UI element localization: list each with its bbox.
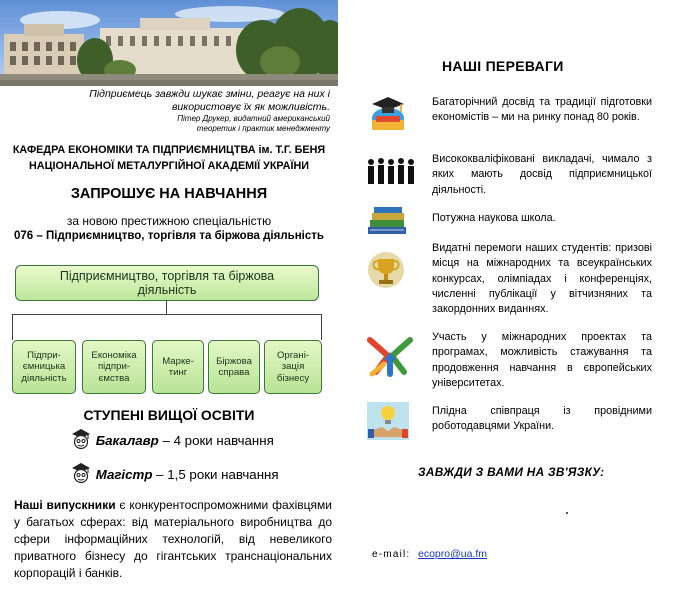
quote-block [40,88,330,134]
specialization-box [264,340,322,394]
graduation-books-icon [366,96,410,139]
quote-author-line1: Пітер Друкер, видатний американський [177,114,330,124]
degree-bachelor [70,428,274,450]
email-link[interactable]: ecopro@ua.fm [418,548,488,560]
specialization-label: Біржова справа [216,355,252,378]
people-silhouettes-icon [366,156,416,193]
book-stack-icon [366,205,410,242]
advantage-item: Потужна наукова школа. [432,212,556,224]
advantage-item: Участь у міжнародних проектах та програмах, можливість стажування та продовження навчання в європейських університетах. [432,331,652,389]
connector-line [12,314,13,340]
specialization-box [12,340,76,394]
graduates-bold: Наші випускники [14,498,116,512]
student-face-icon [70,462,92,484]
specialty-intro: за новою престижною спеціальністю [66,214,272,228]
degrees-heading: СТУПЕНІ ВИЩОЇ ОСВІТИ [83,407,255,423]
graduates-paragraph [14,497,332,582]
campus-photo [0,0,338,86]
specialization-label: Органі- зація бізнесу [276,349,310,384]
specialization-box [82,340,146,394]
specialization-label: Економіка підпри- ємства [91,349,137,384]
email-label: e-mail: [372,549,411,560]
advantage-item: Висококваліфіковані викладачі, чимало з яких мають досвід підприємницької діяльності. [432,153,652,196]
specialization-box [208,340,260,394]
trophy-icon [366,250,406,295]
advantages-heading: НАШІ ПЕРЕВАГИ [442,58,564,74]
graduates-text: є конкурентоспроможними фахівцями у багатьох сферах: від матеріального виробництва до сфери інформаційних технологій, від невеликого приватного бізнесу до гігантських транснаціональних корпорацій і банків. [14,498,332,581]
connector-line [12,314,322,315]
degree-name: Бакалавр [95,433,159,448]
invite-heading: ЗАПРОШУЄ НА НАВЧАННЯ [70,186,268,202]
quote-author-line2: теоретик і практик менеджменту [196,124,330,134]
quote-text: Підприємець завжди шукає зміни, реагує на них і використовує їх як можливість. [89,88,330,114]
academy-building-image [0,0,338,86]
specialization-box [152,340,204,394]
specialty-block [0,213,338,245]
advantage-item: Багаторічний досвід та традиції підготовки економістів – ми на ринку понад 80 років. [432,96,652,124]
advantage-item: Видатні перемоги наших студентів: призові місця на міжнародних та всеукраїнських конкурсах, олімпіадах і конференціях, численні публікації у вітчизняних та закордонних виданнях. [432,242,652,316]
crossing-arrows-icon [366,334,414,383]
degree-master [70,462,279,484]
connector-line [166,300,167,314]
department-title [0,143,338,174]
degree-duration: – 4 роки навчання [158,433,274,448]
specialty-box-label: Підприємництво, торгівля та біржова діяльність [59,268,275,297]
department-line1: КАФЕДРА ЕКОНОМІКИ ТА ПІДПРИЄМНИЦТВА ім. Т.Г. БЕНЯ [12,144,326,156]
degree-name: Магістр [95,467,153,482]
degree-duration: – 1,5 роки навчання [152,467,279,482]
specialization-label: Підпри- ємницька діяльність [21,349,67,384]
handshake-lightbulb-icon [366,401,410,446]
department-line2: НАЦІОНАЛЬНОЇ МЕТАЛУРГІЙНОЇ АКАДЕМІЇ УКРАЇНИ [28,159,310,172]
decorative-dot [566,512,568,514]
student-face-icon [70,428,92,450]
contact-heading: ЗАВЖДИ З ВАМИ НА ЗВ'ЯЗКУ: [418,465,605,479]
specialization-label: Марке- тинг [162,355,194,378]
advantage-item: Плідна співпраця із провідними роботодавцями України. [432,405,652,433]
specialty-box [15,265,319,301]
connector-line [321,314,322,340]
specialty-name: 076 – Підприємництво, торгівля та біржова діяльність [14,230,324,243]
